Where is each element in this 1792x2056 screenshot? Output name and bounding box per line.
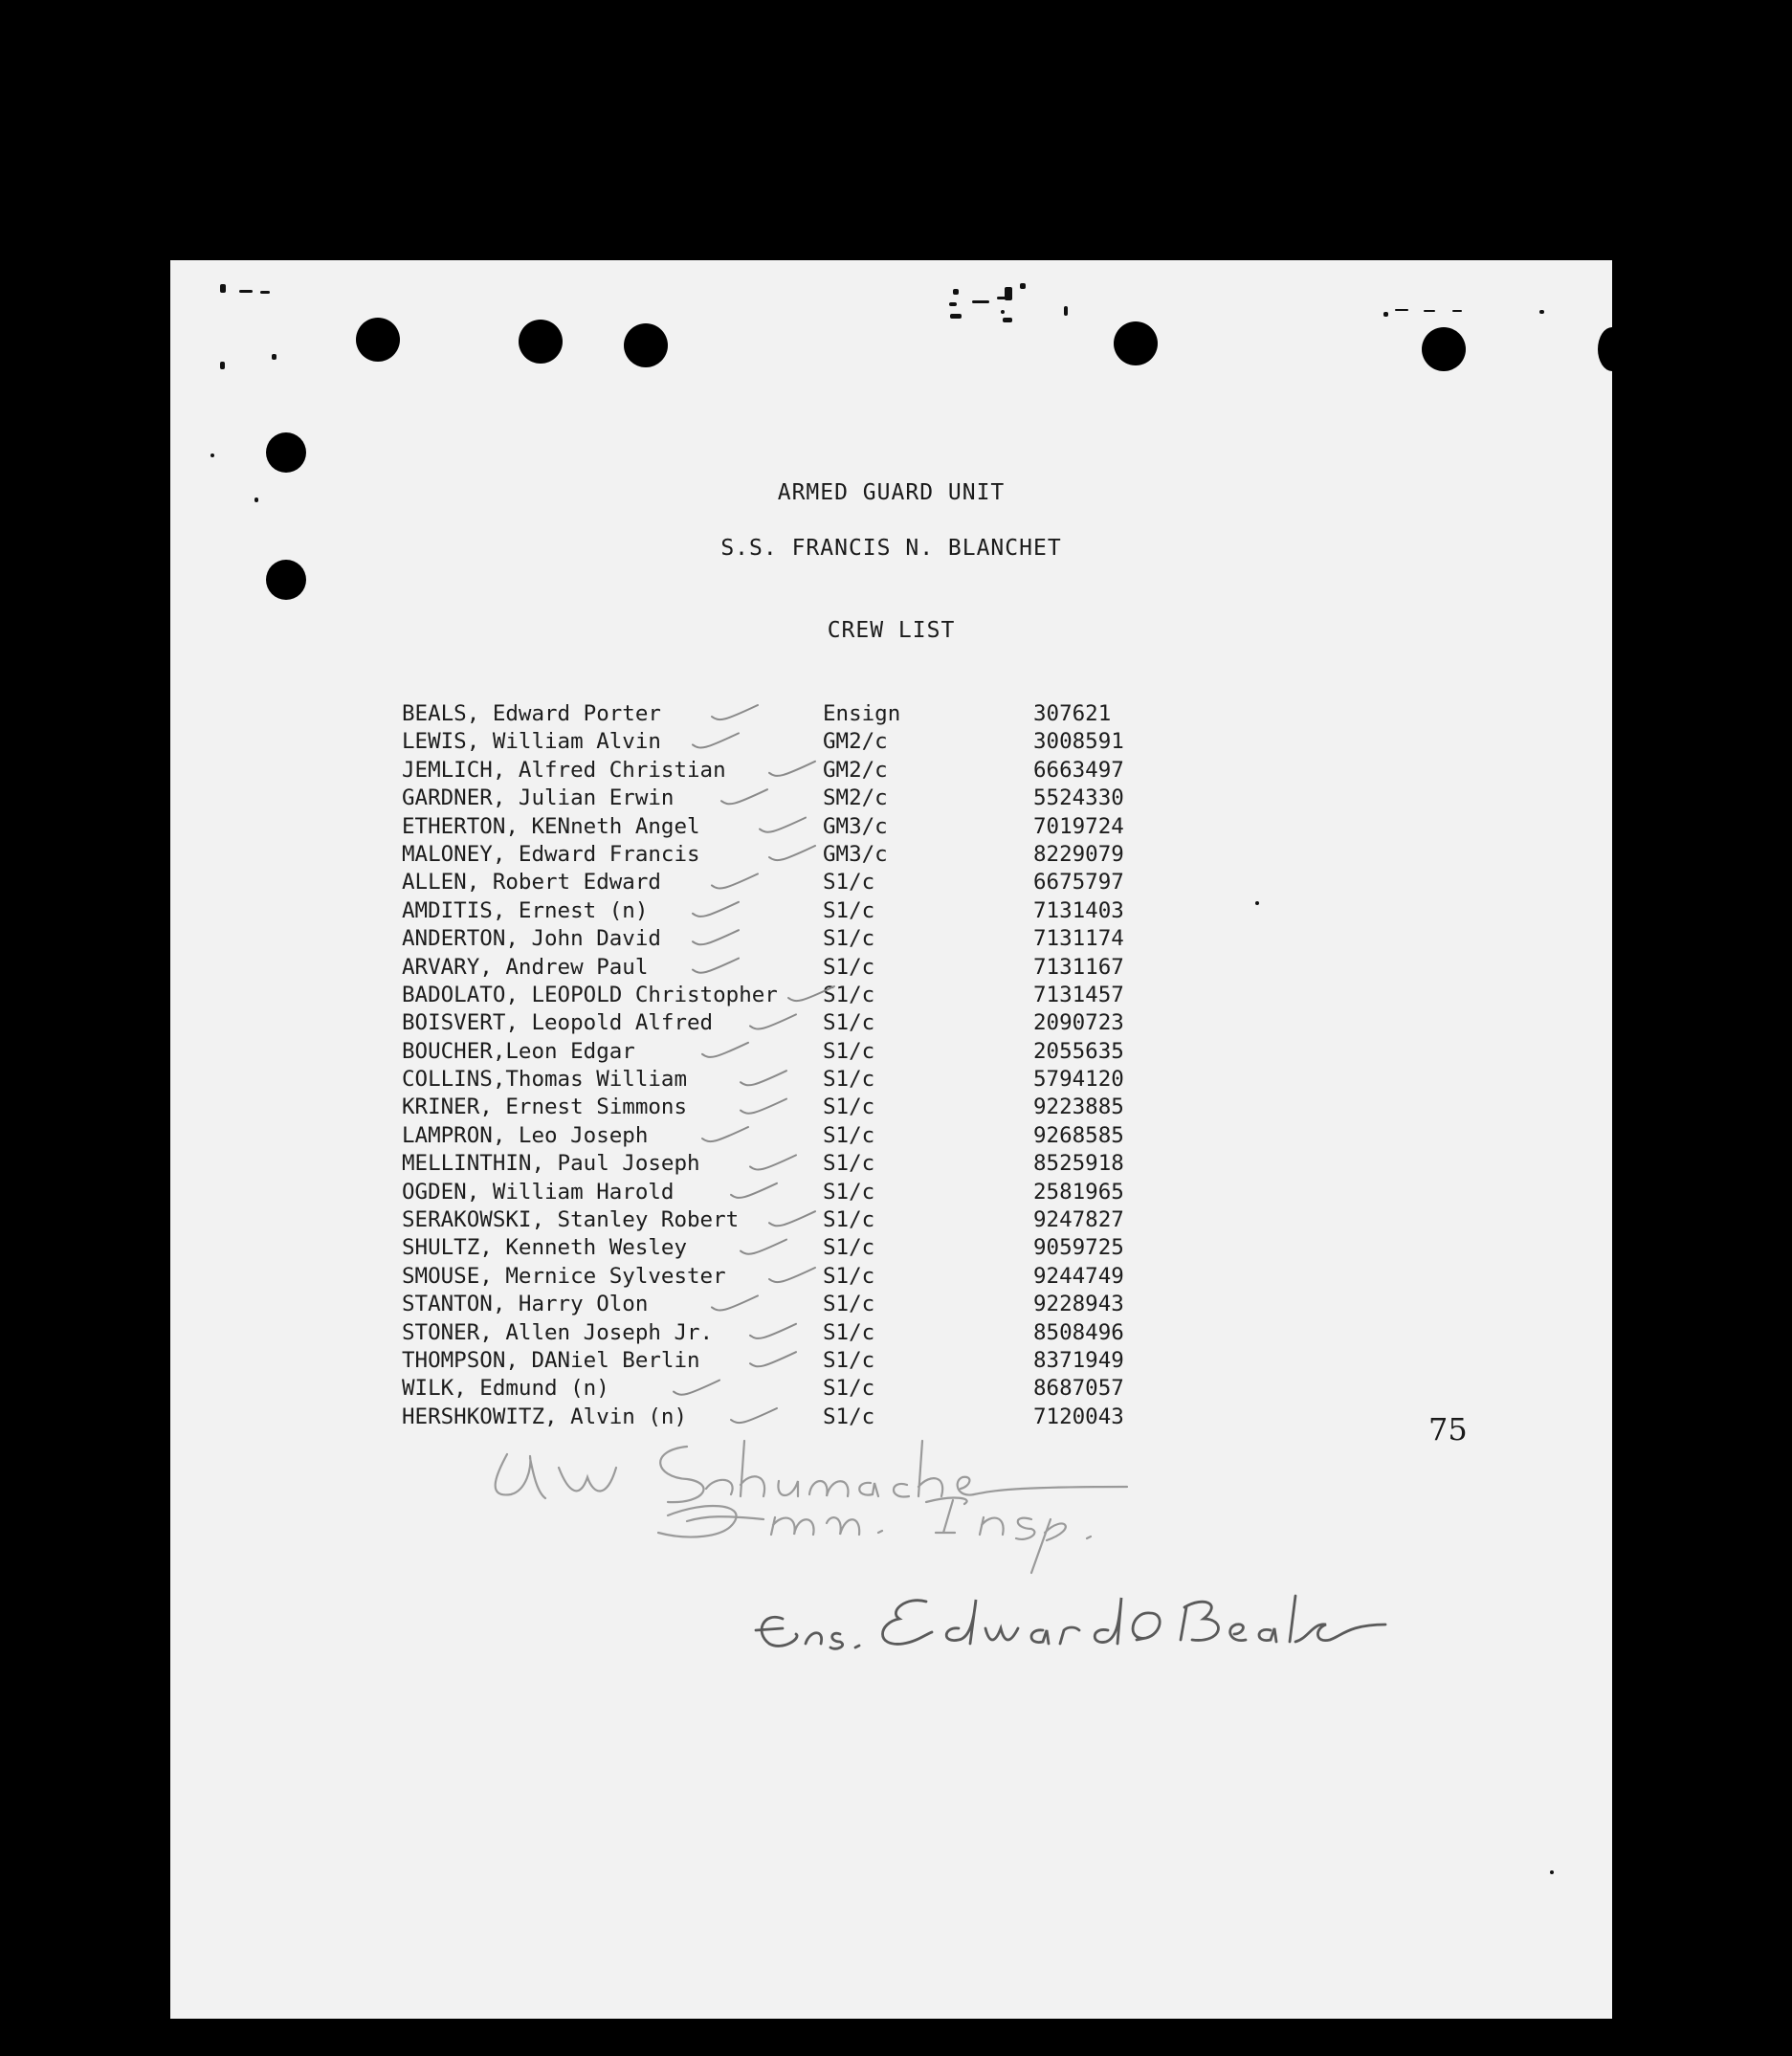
crew-service-number: 8508496 bbox=[1033, 1319, 1124, 1345]
crew-name: BADOLATO, LEOPOLD Christopher bbox=[402, 982, 778, 1007]
crew-name: ANDERTON, John David bbox=[402, 926, 661, 952]
crew-name: ARVARY, Andrew Paul bbox=[402, 954, 649, 980]
crew-name: STONER, Allen Joseph Jr. bbox=[402, 1319, 714, 1345]
crew-rate: S1/c bbox=[823, 1207, 875, 1233]
crew-rate: S1/c bbox=[823, 1292, 875, 1317]
crew-service-number: 8371949 bbox=[1033, 1347, 1124, 1373]
crew-rate: GM2/c bbox=[823, 729, 888, 755]
crew-service-number: 2090723 bbox=[1033, 1010, 1124, 1036]
crew-rate: S1/c bbox=[823, 954, 875, 980]
crew-name: BEALS, Edward Porter bbox=[402, 701, 661, 726]
crew-rate: S1/c bbox=[823, 897, 875, 923]
crew-service-number: 3008591 bbox=[1033, 729, 1124, 755]
inspector-signature bbox=[496, 1441, 1127, 1573]
crew-name: AMDITIS, Ernest (n) bbox=[402, 897, 649, 923]
crew-rate: S1/c bbox=[823, 1038, 875, 1064]
crew-service-number: 9223885 bbox=[1033, 1094, 1124, 1120]
crew-rate: S1/c bbox=[823, 1319, 875, 1345]
crew-service-number: 7131403 bbox=[1033, 897, 1124, 923]
crew-name: MALONEY, Edward Francis bbox=[402, 841, 700, 867]
crew-service-number: 9247827 bbox=[1033, 1207, 1124, 1233]
crew-service-number: 6663497 bbox=[1033, 757, 1124, 783]
crew-name: STANTON, Harry Olon bbox=[402, 1292, 649, 1317]
crew-service-number: 8525918 bbox=[1033, 1151, 1124, 1177]
crew-name: LEWIS, William Alvin bbox=[402, 729, 661, 755]
crew-name: MELLINTHIN, Paul Joseph bbox=[402, 1151, 700, 1177]
crew-service-number: 307621 bbox=[1033, 701, 1112, 726]
crew-name: THOMPSON, DANiel Berlin bbox=[402, 1347, 700, 1373]
crew-rate: S1/c bbox=[823, 1404, 875, 1429]
crew-service-number: 8229079 bbox=[1033, 841, 1124, 867]
crew-name: WILK, Edmund (n) bbox=[402, 1376, 609, 1402]
unit-title: ARMED GUARD UNIT bbox=[777, 480, 1006, 505]
crew-name: COLLINS,Thomas William bbox=[402, 1067, 688, 1093]
crew-service-number: 5524330 bbox=[1033, 785, 1124, 811]
crew-name: SHULTZ, Kenneth Wesley bbox=[402, 1235, 688, 1261]
page-number: 75 bbox=[1428, 1411, 1468, 1448]
crew-rate: GM2/c bbox=[823, 757, 888, 783]
crew-rate: SM2/c bbox=[823, 785, 888, 811]
crew-service-number: 8687057 bbox=[1033, 1376, 1124, 1402]
crew-service-number: 9244749 bbox=[1033, 1263, 1124, 1289]
crew-rate: GM3/c bbox=[823, 841, 888, 867]
crew-rate: S1/c bbox=[823, 1010, 875, 1036]
crew-rate: S1/c bbox=[823, 1179, 875, 1205]
crew-service-number: 7120043 bbox=[1033, 1404, 1124, 1429]
crew-service-number: 9268585 bbox=[1033, 1122, 1124, 1148]
crew-service-number: 7131174 bbox=[1033, 926, 1124, 952]
crew-rate: S1/c bbox=[823, 1151, 875, 1177]
crew-name: GARDNER, Julian Erwin bbox=[402, 785, 675, 811]
crew-rate: S1/c bbox=[823, 1263, 875, 1289]
crew-rate: S1/c bbox=[823, 1235, 875, 1261]
crew-service-number: 7131167 bbox=[1033, 954, 1124, 980]
crew-service-number: 7131457 bbox=[1033, 982, 1124, 1007]
crew-rate: GM3/c bbox=[823, 813, 888, 839]
crew-name: BOISVERT, Leopold Alfred bbox=[402, 1010, 714, 1036]
crew-list-title: CREW LIST bbox=[827, 618, 956, 643]
crew-rate: S1/c bbox=[823, 1347, 875, 1373]
crew-name: ETHERTON, KENneth Angel bbox=[402, 813, 700, 839]
handwritten-signatures bbox=[170, 260, 1612, 2019]
crew-service-number: 7019724 bbox=[1033, 813, 1124, 839]
ship-title: S.S. FRANCIS N. BLANCHET bbox=[720, 536, 1062, 561]
crew-rate: S1/c bbox=[823, 1094, 875, 1120]
officer-signature bbox=[756, 1596, 1385, 1648]
crew-rate: S1/c bbox=[823, 1376, 875, 1402]
crew-service-number: 9228943 bbox=[1033, 1292, 1124, 1317]
crew-service-number: 2581965 bbox=[1033, 1179, 1124, 1205]
crew-name: ALLEN, Robert Edward bbox=[402, 870, 661, 895]
crew-service-number: 2055635 bbox=[1033, 1038, 1124, 1064]
crew-rate: S1/c bbox=[823, 1122, 875, 1148]
crew-rate: S1/c bbox=[823, 926, 875, 952]
crew-name: HERSHKOWITZ, Alvin (n) bbox=[402, 1404, 688, 1429]
crew-name: BOUCHER,Leon Edgar bbox=[402, 1038, 635, 1064]
crew-name: KRINER, Ernest Simmons bbox=[402, 1094, 688, 1120]
crew-name: OGDEN, William Harold bbox=[402, 1179, 675, 1205]
crew-service-number: 5794120 bbox=[1033, 1067, 1124, 1093]
crew-rate: S1/c bbox=[823, 870, 875, 895]
crew-name: LAMPRON, Leo Joseph bbox=[402, 1122, 649, 1148]
crew-service-number: 6675797 bbox=[1033, 870, 1124, 895]
crew-service-number: 9059725 bbox=[1033, 1235, 1124, 1261]
crew-name: SERAKOWSKI, Stanley Robert bbox=[402, 1207, 740, 1233]
crew-name: JEMLICH, Alfred Christian bbox=[402, 757, 726, 783]
crew-rate: S1/c bbox=[823, 982, 875, 1007]
document-page bbox=[170, 260, 1612, 2019]
crew-name: SMOUSE, Mernice Sylvester bbox=[402, 1263, 726, 1289]
crew-rate: Ensign bbox=[823, 701, 901, 726]
crew-rate: S1/c bbox=[823, 1067, 875, 1093]
